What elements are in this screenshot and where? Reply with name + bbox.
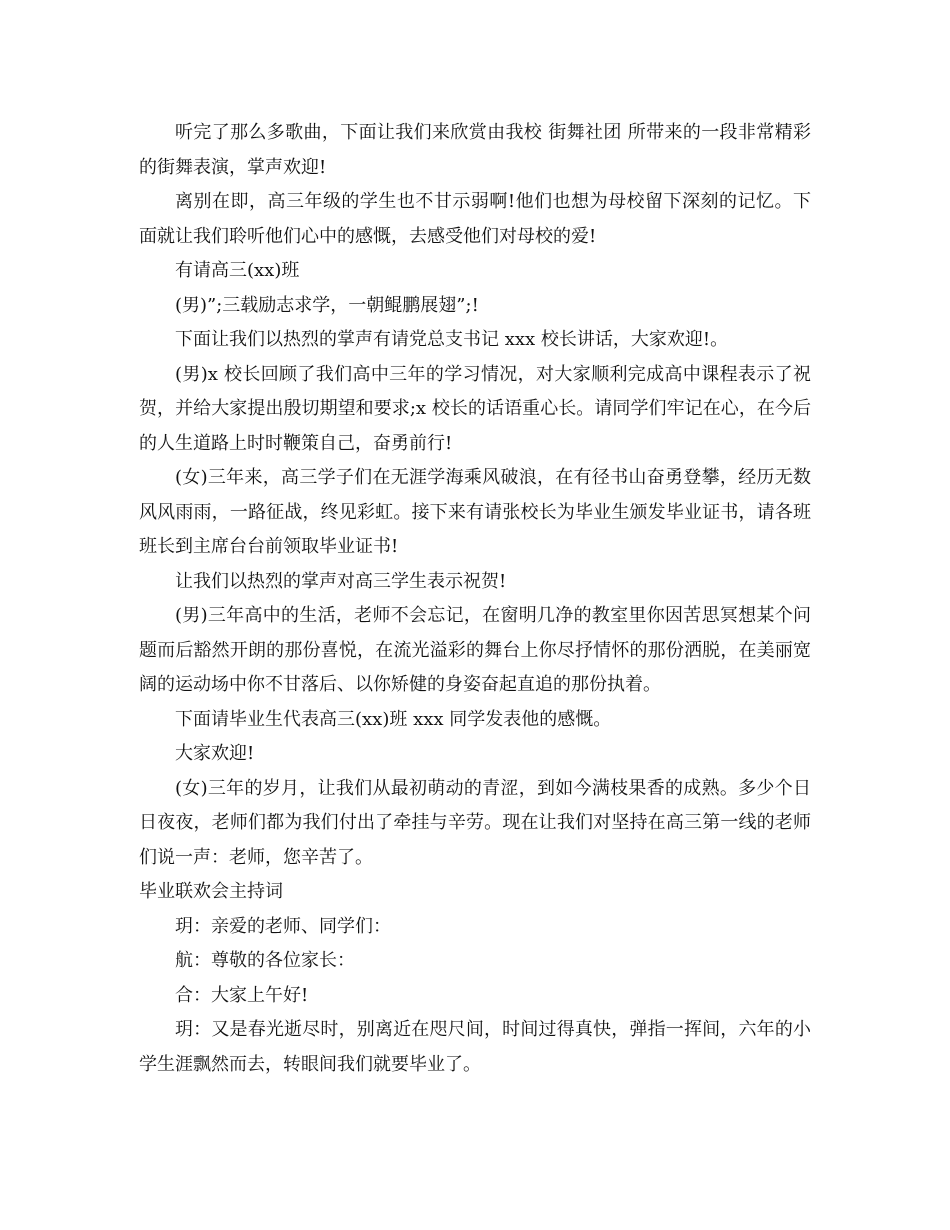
paragraph-hang-greeting: 航：尊敬的各位家长： xyxy=(175,950,355,971)
section-heading: 毕业联欢会主持词 xyxy=(139,881,283,902)
paragraph-farewell-senior: 离别在即，高三年级的学生也不甘示弱啊!他们也想为母校留下深刻的记忆。下面就让我们聆听他们心中的感慨，去感受他们对母校的爱! xyxy=(139,191,811,247)
paragraph-together-greeting: 合：大家上午好! xyxy=(175,984,309,1006)
paragraph-female-certificates: (女)三年来，高三学子们在无涯学海乘风破浪，在有径书山奋勇登攀，经历无数风风雨雨，一路征战，终见彩虹。接下来有请张校长为毕业生颁发毕业证书，请各班班长到主席台台前领取毕业证书! xyxy=(139,467,811,557)
paragraph-congratulate: 让我们以热烈的掌声对高三学生表示祝贺! xyxy=(175,570,507,592)
paragraph-male-principal-review: (男)x 校长回顾了我们高中三年的学习情况，对大家顺利完成高中课程表示了祝贺，并给大家提出殷切期望和要求;x 校长的话语重心长。请同学们牢记在心，在今后的人生道路上时时鞭策自己，奋勇前行! xyxy=(139,363,811,454)
document-page xyxy=(139,116,811,1082)
paragraph-principal-speech: 下面让我们以热烈的掌声有请党总支书记 xxx 校长讲话，大家欢迎!。 xyxy=(175,329,729,350)
paragraph-street-dance: 听完了那么多歌曲，下面让我们来欣赏由我校 街舞社团 所带来的一段非常精彩的街舞表演，掌声欢迎! xyxy=(139,122,811,178)
paragraph-yue-greeting: 玥：亲爱的老师、同学们： xyxy=(175,915,391,937)
paragraph-male-motto: (男)”;三载励志求学，一朝鲲鹏展翅”;! xyxy=(175,294,479,316)
paragraph-male-memories: (男)三年高中的生活，老师不会忘记，在窗明几净的教室里你因苦思冥想某个问题而后豁然开朗的那份喜悦，在流光溢彩的舞台上你尽抒情怀的那份洒脱，在美丽宽阔的运动场中你不甘落后、以你矫健的身姿奋起直追的那份执着。 xyxy=(139,605,811,695)
paragraph-yue-opening: 玥：又是春光逝尽时，别离近在咫尺间，时间过得真快，弹指一挥间，六年的小学生涯飘然而去，转眼间我们就要毕业了。 xyxy=(139,1019,811,1075)
paragraph-graduate-representative: 下面请毕业生代表高三(xx)班 xxx 同学发表他的感慨。 xyxy=(175,708,612,730)
paragraph-female-thanks-teachers: (女)三年的岁月，让我们从最初萌动的青涩，到如今满枝果香的成熟。多少个日日夜夜，老师们都为我们付出了牵挂与辛劳。现在让我们对坚持在高三第一线的老师们说一声：老师，您辛苦了。 xyxy=(139,777,811,868)
paragraph-welcome: 大家欢迎! xyxy=(175,743,255,764)
paragraph-invite-class: 有请高三(xx)班 xyxy=(175,260,300,281)
